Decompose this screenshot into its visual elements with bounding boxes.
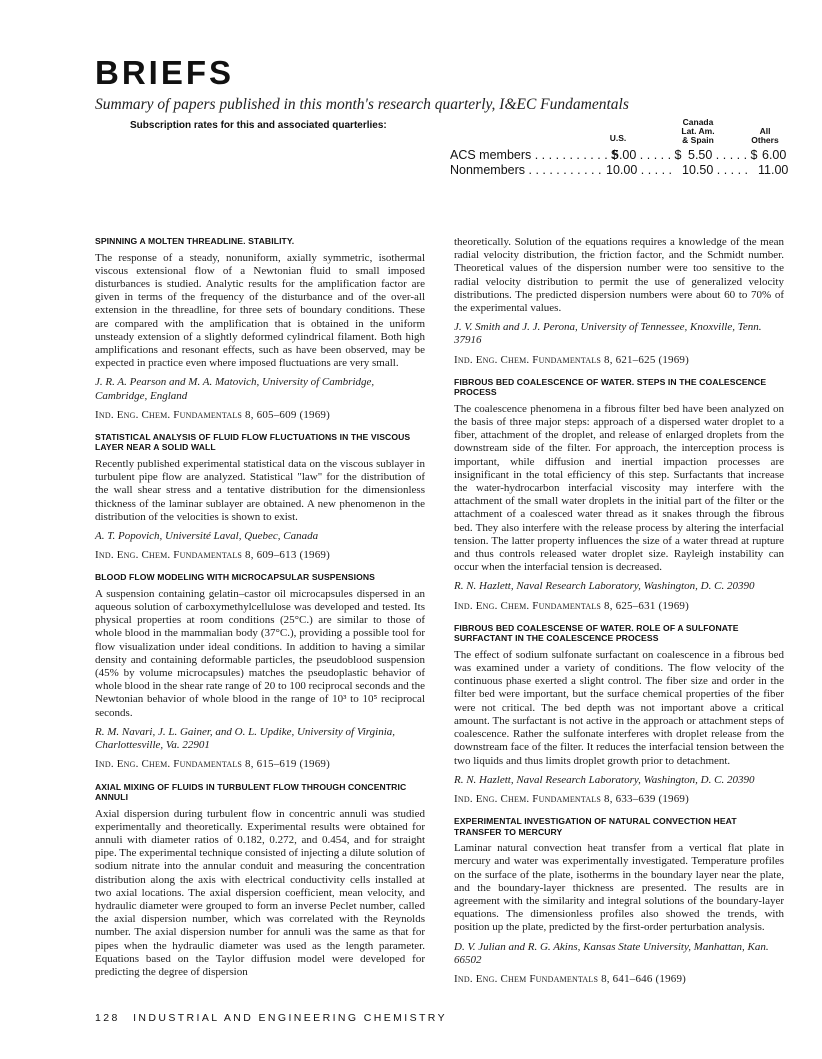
article-title: FIBROUS BED COALESCENSE OF WATER. ROLE OF A SULFONATE SURFACTANT IN THE COALESCENCE PROCESS bbox=[454, 622, 739, 644]
rates-row-canada: 10.50 . . . . . bbox=[682, 163, 749, 177]
rates-row-us: 10.00 . . . . . bbox=[606, 163, 673, 177]
article-citation: Ind. Eng. Chem. Fundamentals 8, 621–625 (1969) bbox=[454, 353, 689, 366]
article-authors: R. M. Navari, J. L. Gainer, and O. L. Updike, University of Virginia, Charlottesville, Va. 22901 bbox=[95, 725, 396, 752]
article-citation: Ind. Eng. Chem. Fundamentals 8, 605–609 (1969) bbox=[95, 408, 330, 421]
page-number: 128 bbox=[95, 1012, 120, 1024]
article bbox=[95, 432, 425, 562]
article bbox=[95, 572, 425, 771]
article-authors: J. V. Smith and J. J. Perona, University of Tennessee, Knoxville, Tenn. 37916 bbox=[454, 321, 762, 347]
article-authors: D. V. Julian and R. G. Akins, Kansas State University, Manhattan, Kan. 66502 bbox=[454, 940, 769, 966]
article-abstract: Recently published experimental statistical data on the viscous sublayer in turbulent pipe flow are analyzed. Statistical "law" for the distribution of the wall shear stress and a tentative distribution for the dimensionless thickness of the laminar sublayer are obtained. A new phenomenon in the distribution of the velocities is shown to exist. bbox=[95, 457, 425, 523]
article-abstract: Laminar natural convection heat transfer from a vertical flat plate in mercury and water was experimentally investigated. Temperature profiles on the surface of the plate, isotherms in the boundary layer near the plate, and the boundary-layer thickness are presented. The results are in agreement with the similarity and integral solutions of the boundary-layer equations. The dimensionless profiles also showed the trends, with position up the plate, predicted by the first-order perturbation analysis. bbox=[454, 842, 784, 934]
rates-row-label: Nonmembers . . . . . . . . . . . bbox=[450, 163, 602, 177]
article-authors: R. N. Hazlett, Naval Research Laboratory, Washington, D. C. 20390 bbox=[454, 580, 755, 593]
article-title: STATISTICAL ANALYSIS OF FLUID FLOW FLUCTUATIONS IN THE VISCOUS LAYER NEAR A SOLID WALL bbox=[95, 431, 411, 453]
rates-header-canada-line: & Spain bbox=[682, 135, 714, 145]
article-abstract: The effect of sodium sulfonate surfactant on coalescence in a fibrous bed was examined under a variety of conditions. The flow velocity of the continuous phase exerted a slight control. The fiber size and order in the filter bed were important, but the surface chemical properties of the fiber were not critical. The bed depth was not important above a critical amount. The surfactant is not active in the approach or attachment steps of coalescence. Rather the sulfonate interferes with droplet release from the downstream face of the filter. It reduces the interfacial tension between the two liquids and thus limits droplet growth prior to detachment. bbox=[454, 648, 784, 767]
page-title: BRIEFS bbox=[95, 54, 235, 91]
article-abstract: A suspension containing gelatin–castor oil microcapsules dispersed in an aqueous solution of carboxymethylcellulose was developed and tested. Its physical properties at room conditions (25°C.) are similar to those of whole blood in the mammalian body (37°C.), providing a possible tool for flow visualization under ideal conditions. In addition to having a similar density and containing deformable particles, the pseudoblood suspension (45% by volume microcapsules) matches the pseudoplastic behavior of whole blood in the shear rate range of 20 to 100 reciprocal seconds and the Newtonian behavior of whole blood in the range of 10³ to 10⁵ reciprocal seconds. bbox=[95, 587, 425, 719]
article-citation: Ind. Eng. Chem. Fundamentals 8, 633–639 (1969) bbox=[454, 792, 689, 805]
rates-header-all-line: All bbox=[759, 126, 771, 136]
article-title: BLOOD FLOW MODELING WITH MICROCAPSULAR SUSPENSIONS bbox=[95, 572, 375, 583]
rates-header-us: U.S. bbox=[609, 133, 627, 143]
rates-row-label: ACS members . . . . . . . . . . . $ bbox=[450, 148, 619, 162]
article-citation: Ind. Eng. Chem. Fundamentals 8, 615–619 (1969) bbox=[95, 758, 330, 771]
article bbox=[95, 782, 425, 980]
rates-row-all: 6.00 bbox=[762, 148, 787, 162]
article-abstract: The coalescence phenomena in a fibrous filter bed have been analyzed on the basis of three major steps: approach of a dispersed water droplet to a fiber, attachment of the droplet, and release of enlarged droplets from the downstream side of the filter. For approach, the interception process is important, while diffusion and inertial impaction processes are insignificant in the total efficiency of this step. Surfactants that increase the water-hydrocarbon interfacial viscosity may interfere with the attachment of the small water droplets in the initial part of the filter or the attachment of a coalesced water thread as it snakes through the fibrous bed. They also interfere with the release process by altering the interfacial tension. The latter property influences the size of a water thread at rupture and thus controls released water droplet size. Rayleigh instability can occur when the interfacial tension is decreased. bbox=[454, 402, 784, 574]
article-title: AXIAL MIXING OF FLUIDS IN TURBULENT FLOW THROUGH CONCENTRIC ANNULI bbox=[95, 781, 407, 802]
article-abstract: Axial dispersion during turbulent flow in concentric annuli was studied experimentally and theoretically. Experimental results were obtained for annuli with diameter ratios of 0.182, 0.272, and 0.454, and for straight pipe. The experimental technique consisted of injecting a dilute solution of sodium nitrate into the annular conduit and measuring the concentration distribution along the axis with electrical conductivity cells installed at two axial locations. The axial dispersion coefficient, mean velocity, and hydraulic diameter were grouped to form an inverse Peclet number, called the axial dispersion number, which was correlated with the Reynolds number. The axial dispersion number for annuli was the same as that for pipes when the hydraulic diameter was used as the length parameter. Equations based on the Taylor diffusion model were developed for predicting the degree of dispersion bbox=[95, 807, 425, 978]
rates-row-us: 5.00 . . . . . $ bbox=[612, 148, 682, 162]
left-column bbox=[95, 236, 425, 989]
article-title: SPINNING A MOLTEN THREADLINE. STABILITY. bbox=[95, 236, 295, 246]
rates-header-canada-line: Canada bbox=[682, 117, 714, 127]
rates-header-all bbox=[740, 127, 790, 145]
article bbox=[454, 236, 784, 367]
article-abstract: The response of a steady, nonuniform, axially symmetric, isothermal viscous extensional flow of a Newtonian fluid to small imposed disturbances is studied. Analytic results for the amplification factor are given in terms of the frequency of the disturbance and of the over-all extension in the threadline, for three sets of boundary conditions. These are compared with the amplification that is obtained in the uniform unsteady extension of a slightly deformed cylindrical filament. Both high amplifications and resonant effects, such as have been observed, may be expected in practice even where imposed fluctuations are very small. bbox=[95, 251, 425, 370]
article bbox=[454, 623, 784, 806]
article bbox=[454, 816, 784, 986]
rates-header-canada-line: Lat. Am. bbox=[681, 126, 715, 136]
article-authors: R. N. Hazlett, Naval Research Laboratory, Washington, D. C. 20390 bbox=[454, 773, 755, 786]
rates-header-canada bbox=[668, 118, 728, 145]
article-title: FIBROUS BED COALESCENCE OF WATER. STEPS IN THE COALESCENCE PROCESS bbox=[454, 376, 767, 398]
journal-name: INDUSTRIAL AND ENGINEERING CHEMISTRY bbox=[133, 1012, 447, 1024]
page-subtitle: Summary of papers published in this month's research quarterly, I&EC Fundamentals bbox=[95, 96, 629, 113]
subscription-label: Subscription rates for this and associated quarterlies: bbox=[130, 120, 387, 131]
article-citation: Ind. Eng. Chem. Fundamentals 8, 609–613 (1969) bbox=[95, 549, 330, 562]
article-authors: A. T. Popovich, Université Laval, Quebec, Canada bbox=[95, 529, 319, 542]
rates-row-canada: 5.50 . . . . . $ bbox=[688, 148, 758, 162]
article bbox=[454, 377, 784, 613]
article-abstract: theoretically. Solution of the equations requires a knowledge of the mean radial velocity distribution, the friction factor, and the Schmidt number. Theoretical values of the dispersion number were too sensitive to the radial velocity distribution to permit the use of generalized velocity distributions. The predicted dispersion numbers were about 60 to 70% of the experimental values. bbox=[454, 236, 784, 315]
rates-row-all: 11.00 bbox=[758, 163, 789, 177]
article-citation: Ind. Eng. Chem Fundamentals 8, 641–646 (1969) bbox=[454, 972, 687, 985]
rates-header-all-line: Others bbox=[751, 135, 779, 145]
article bbox=[95, 236, 425, 422]
right-column bbox=[454, 236, 784, 996]
article-title: EXPERIMENTAL INVESTIGATION OF NATURAL CONVECTION HEAT TRANSFER TO MERCURY bbox=[454, 816, 737, 837]
article-citation: Ind. Eng. Chem. Fundamentals 8, 625–631 (1969) bbox=[454, 599, 689, 612]
article-authors: J. R. A. Pearson and M. A. Matovich, University of Cambridge, Cambridge, England bbox=[95, 376, 375, 402]
page-footer bbox=[95, 1012, 447, 1024]
